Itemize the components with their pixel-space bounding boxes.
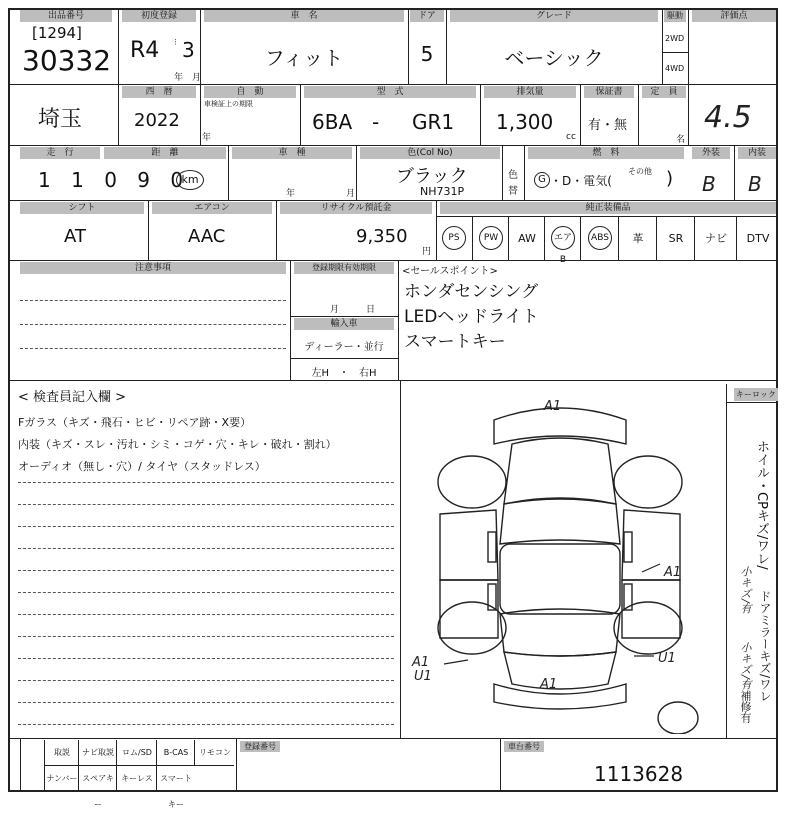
equip-label-6: SR (668, 231, 684, 245)
reg-expiry-label: 登録期限有効期限 (294, 262, 394, 274)
equip-4 (580, 216, 619, 260)
year-unit: 年 (174, 73, 184, 83)
footer-item: B-CAS (156, 740, 195, 766)
footer-item: ロム/SD (116, 740, 157, 766)
period-sub: 車検証上の期限 (204, 100, 253, 108)
mark-rear: A1 (540, 677, 558, 692)
month-unit: 月 (192, 73, 202, 83)
inspector-line: Fガラス（キズ・飛石・ヒビ・リペア跡・X要） (18, 416, 252, 429)
capacity-label: 定 員 (642, 86, 686, 98)
equip-6 (656, 216, 695, 260)
chassis-number: 1113628 (594, 762, 684, 786)
ext-grade: B (702, 172, 716, 196)
mileage-digit: 1 (38, 168, 51, 192)
recycle-fee: 9,350 (356, 226, 408, 247)
repair-note: 補修有 (739, 690, 752, 723)
fuel-other: その他 (628, 167, 652, 176)
sales-point: ホンダセンシング (404, 282, 539, 302)
fuel-options: ・D・電気( (550, 174, 612, 188)
mark-rear-left-2: U1 (414, 669, 432, 684)
equip-0 (436, 216, 472, 260)
hood (504, 438, 616, 504)
inspector-title: < 検査員記入欄 > (18, 390, 127, 405)
reg-label: 初度登録 (122, 10, 196, 22)
int-label: 内装 (738, 147, 776, 159)
mileage-label-2: 距 離 (104, 147, 226, 159)
footer-item: スマートキー (156, 766, 195, 792)
type-label: 車 種 (232, 147, 352, 159)
rear-right-wheel (614, 602, 682, 654)
equip-7 (694, 216, 737, 260)
capacity-unit: 名 (676, 135, 686, 145)
day-unit: 月 日 (330, 305, 376, 315)
mark-rear-left-1: A1 (412, 655, 430, 670)
divider (8, 380, 778, 381)
year: 2022 (134, 110, 180, 131)
mark-front: A1 (544, 399, 562, 414)
sales-point: LEDヘッドライト (404, 307, 539, 327)
lot-number: 30332 (22, 44, 112, 77)
left-handle-1 (488, 532, 496, 562)
sales-point: スマートキー (404, 332, 506, 352)
ac-label: エアコン (152, 202, 272, 214)
type-month-unit: 月 (346, 189, 356, 199)
footer-item: ナンバー (44, 766, 79, 792)
equip-5 (618, 216, 657, 260)
color: ブラック (396, 166, 468, 187)
trunk (504, 652, 616, 689)
mileage-label: 走 行 (20, 147, 100, 159)
mark-rear-right: U1 (658, 651, 676, 666)
lot-bracket: [1294] (32, 24, 82, 42)
mirror-note: ドアミラーキズ/ワレ (758, 590, 772, 703)
equip-8 (736, 216, 779, 260)
model-dash: - (372, 110, 380, 134)
color-label: 色(Col No) (360, 147, 500, 159)
footer-item: 取説 (44, 740, 79, 766)
import-value: ディーラー・並行 (304, 342, 384, 353)
wheel-note-detail: 小キズ/有 (739, 566, 752, 614)
mileage-digit: 0 (104, 168, 117, 192)
windshield (500, 498, 620, 544)
period-label: 自 動 (204, 86, 296, 98)
roof (500, 544, 620, 614)
equip-label: 純正装備品 (440, 202, 776, 214)
steering: 左H ・ 右H (311, 368, 377, 379)
mark-right: A1 (664, 565, 682, 580)
door-label: ドア (410, 10, 444, 22)
equip-label-2: AW (518, 231, 536, 245)
mirror-note-detail: 小キズ/有 (739, 642, 752, 690)
yen-unit: 円 (422, 247, 432, 257)
rear-bumper (494, 684, 626, 709)
divider (8, 145, 778, 146)
fuel-label: 燃 料 (528, 147, 684, 159)
doors: 5 (420, 42, 434, 66)
ext-label: 外装 (692, 147, 730, 159)
chassis-label: 車台番号 (504, 741, 544, 752)
km-unit: km (176, 170, 204, 190)
divider (8, 260, 778, 261)
score-label: 評価点 (692, 10, 776, 22)
equip-2 (508, 216, 545, 260)
color-code: NH731P (420, 185, 465, 198)
int-grade: B (748, 172, 762, 196)
equip-label-4: ABS (588, 226, 612, 250)
footer-item: スペアキー (78, 766, 117, 792)
repaint-top: 色 (508, 170, 518, 181)
drive-4wd: 4WD (665, 64, 685, 73)
sales-label: <セールスポイント> (402, 266, 498, 277)
car-diagram (402, 384, 722, 734)
lot-label: 出品番号 (20, 10, 112, 22)
model-prefix: 6BA (312, 110, 353, 134)
keylock-label: キーロック (736, 390, 776, 399)
score: 4.5 (704, 100, 752, 135)
cc-unit: cc (566, 132, 576, 142)
grade-label: グレード (450, 10, 658, 22)
import-label: 輸入車 (294, 318, 394, 330)
mileage-digits (38, 168, 183, 192)
equip-label-1: PW (479, 226, 503, 250)
year-suffix: 年 (202, 133, 212, 143)
fuel-gas-selected: G (534, 172, 550, 188)
recycle-label: リサイクル預託金 (280, 202, 432, 214)
grade: ベーシック (504, 46, 604, 70)
shift-label: シフト (20, 202, 144, 214)
equip-label-3: エアB (551, 226, 575, 250)
inspector-line: オーディオ（無し・穴）/ タイヤ（スタッドレス） (18, 460, 266, 473)
mileage-digit: 1 (71, 168, 84, 192)
ac: AAC (188, 226, 226, 247)
equip-3 (544, 216, 581, 265)
name-label: 車 名 (204, 10, 404, 22)
equip-label-5: 革 (632, 232, 644, 245)
reg-no-label: 登録番号 (240, 741, 280, 752)
right-handle-1 (624, 532, 632, 562)
type-year-unit: 年 (286, 189, 296, 199)
front-left-wheel (438, 456, 506, 508)
warranty: 有・無 (588, 118, 628, 133)
mileage-digit: 9 (137, 168, 151, 192)
footer-item: リモコン (194, 740, 235, 766)
front-right-wheel (614, 456, 682, 508)
drive-label: 駆動 (664, 10, 686, 22)
displacement: 1,300 (496, 110, 554, 134)
rear-window (500, 609, 620, 656)
wheel-note: ホイル・CPキズ/ワレ/ (754, 440, 769, 570)
warranty-label: 保証書 (584, 86, 634, 98)
model-code: GR1 (412, 110, 455, 134)
rear-left-wheel (438, 602, 506, 654)
year-label: 西 暦 (122, 86, 196, 98)
fuel-close: ) (666, 168, 674, 189)
footer-item: ナビ取説 (78, 740, 117, 766)
model-label: 型 式 (304, 86, 476, 98)
divider (8, 84, 778, 85)
equip-1 (472, 216, 509, 260)
divider (8, 200, 778, 201)
disp-label: 排気量 (484, 86, 576, 98)
shift: AT (64, 226, 86, 247)
spare-tire (658, 702, 698, 734)
repaint-bottom: 替 (508, 186, 518, 197)
equip-label-7: ナビ (705, 232, 727, 245)
inspector-lines (18, 412, 337, 478)
mileage-digit: 0 (170, 168, 184, 192)
equip-label-0: PS (442, 226, 466, 250)
era: R4 (130, 38, 160, 63)
footer-item: キーレス (116, 766, 157, 792)
region: 埼玉 (38, 107, 83, 132)
equip-label-8: DTV (746, 231, 770, 245)
front-left-door (440, 510, 498, 580)
drive-2wd: 2WD (665, 34, 685, 43)
inspector-line: 内装（キズ・スレ・汚れ・シミ・コゲ・穴・キレ・破れ・割れ） (18, 438, 337, 451)
caution-label: 注意事項 (20, 262, 286, 274)
divider (8, 738, 778, 739)
car-name: フィット (264, 46, 344, 70)
sales-points (404, 280, 539, 355)
reg-month: 3 (182, 38, 195, 62)
